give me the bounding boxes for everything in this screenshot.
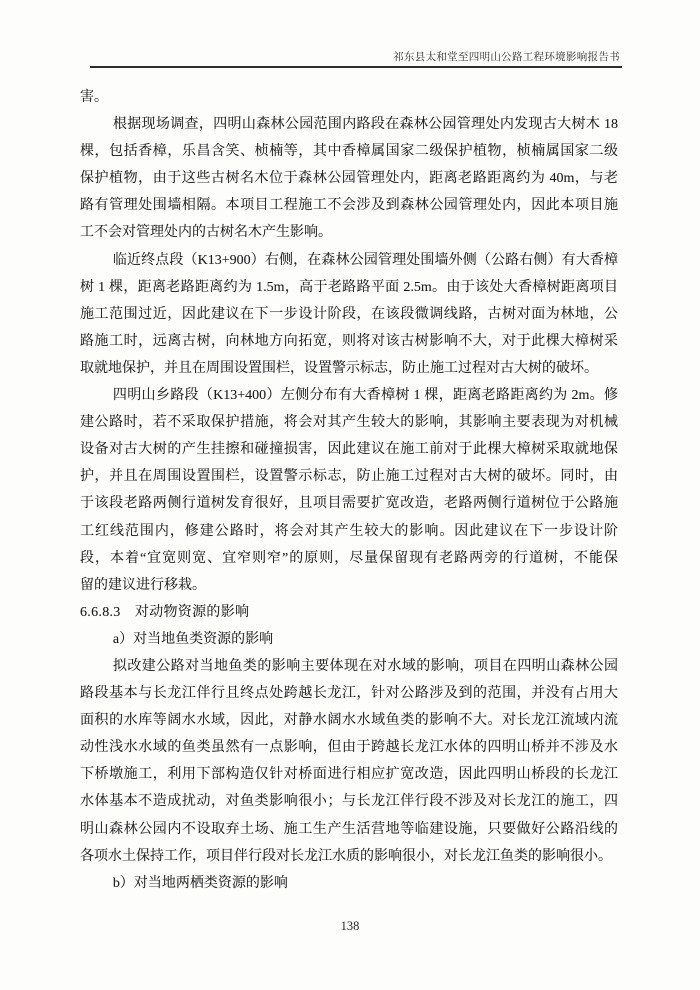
text-line: 路段基本与长龙江伴行且终点处跨越长龙江，针对公路涉及到的范围，并没有占用大	[80, 686, 618, 702]
text-line: 面积的水库等阔水水域，因此，对静水阔水水域鱼类的影响不大。对长龙江流域内流	[80, 713, 618, 729]
page-number: 138	[340, 919, 360, 933]
text-line: 建公路时，若不采取保护措施，将会对其产生较大的影响，其影响主要表现为对机械	[80, 415, 618, 431]
text-line: 护，并且在周围设置围栏，设置警示标志，防止施工过程对古大树的破坏。同时，由	[80, 469, 618, 485]
text-line: 临近终点段（K13+900）右侧，在森林公园管理处围墙外侧（公路右侧）有大香樟	[112, 252, 618, 268]
text-line: 于该段老路两侧行道树发育很好，且项目需要扩宽改造，老路两侧行道树位于公路施	[80, 496, 618, 512]
text-line: 路有管理处围墙相隔。本项目工程施工不会涉及到森林公园管理处内，因此本项目施	[80, 198, 618, 214]
text-line: 各项水土保持工作，项目伴行段对长龙江水质的影响很小，对长龙江鱼类的影响很小。	[80, 848, 612, 864]
text-line: 树 1 棵，距离老路距离约为 1.5m，高于老路路平面 2.5m。由于该处大香樟树距离项目	[80, 279, 618, 295]
subheading-a: a）对当地鱼类资源的影响	[112, 631, 274, 647]
header-rule	[90, 66, 622, 68]
text-line: 拟改建公路对当地鱼类的影响主要体现在对水域的影响，项目在四明山森林公园	[112, 658, 618, 674]
document-body	[80, 84, 618, 897]
text-line: 工不会对管理处内的古树名木产生影响。	[80, 225, 332, 241]
text-line: 下桥墩施工，利用下部构造仅针对桥面进行相应扩宽改造，因此四明山桥段的长龙江	[80, 767, 618, 783]
text-line: 根据现场调查，四明山森林公园范围内路段在森林公园管理处内发现古大树木 18	[112, 117, 618, 133]
text-line: 取就地保护，并且在周围设置围栏，设置警示标志，防止施工过程对古大树的破坏。	[80, 360, 598, 376]
text-line: 棵，包括香樟，乐昌含笑、桢楠等，其中香樟属国家二级保护植物，桢楠属国家二级	[80, 144, 618, 160]
text-line: 害。	[80, 90, 108, 105]
text-line: 工红线范围内，修建公路时，将会对其产生较大的影响。因此建议在下一步设计阶	[80, 523, 618, 539]
text-line: 施工范围过近，因此建议在下一步设计阶段，在该段微调线路，古树对面为林地，公	[80, 306, 618, 322]
subheading-b: b）对当地两栖类资源的影响	[112, 875, 288, 891]
text-line: 四明山乡路段（K13+400）左侧分布有大香樟树 1 棵，距离老路距离约为 2m。修	[112, 388, 618, 404]
text-line: 水体基本不造成扰动，对鱼类影响很小；与长龙江伴行段不涉及对长龙江的施工，四	[80, 794, 618, 810]
report-header-title: 祁东县太和堂至四明山公路工程环境影响报告书	[393, 52, 620, 63]
text-line: 路施工时，远离古树，向林地方向拓宽，则将对该古树影响不大，对于此棵大樟树采	[80, 333, 618, 349]
text-line: 保护植物，由于这些古树名木位于森林公园管理处内，距离老路距离约为 40m，与老	[80, 171, 618, 187]
text-line: 段，本着“宜宽则宽、宜窄则窄”的原则，尽量保留现有老路两旁的行道树，不能保	[80, 550, 618, 566]
text-line: 留的建议进行移栽。	[80, 577, 206, 593]
text-line: 明山森林公园内不设取弃土场、施工生产生活营地等临建设施，只要做好公路沿线的	[80, 821, 618, 837]
text-line: 动性浅水水域的鱼类虽然有一点影响，但由于跨越长龙江水体的四明山桥并不涉及水	[80, 740, 618, 756]
text-line: 设备对古大树的产生挂擦和碰撞损害，因此建议在施工前对于此棵大樟树采取就地保	[80, 442, 618, 458]
section-heading: 6.6.8.3 对动物资源的影响	[80, 604, 250, 620]
